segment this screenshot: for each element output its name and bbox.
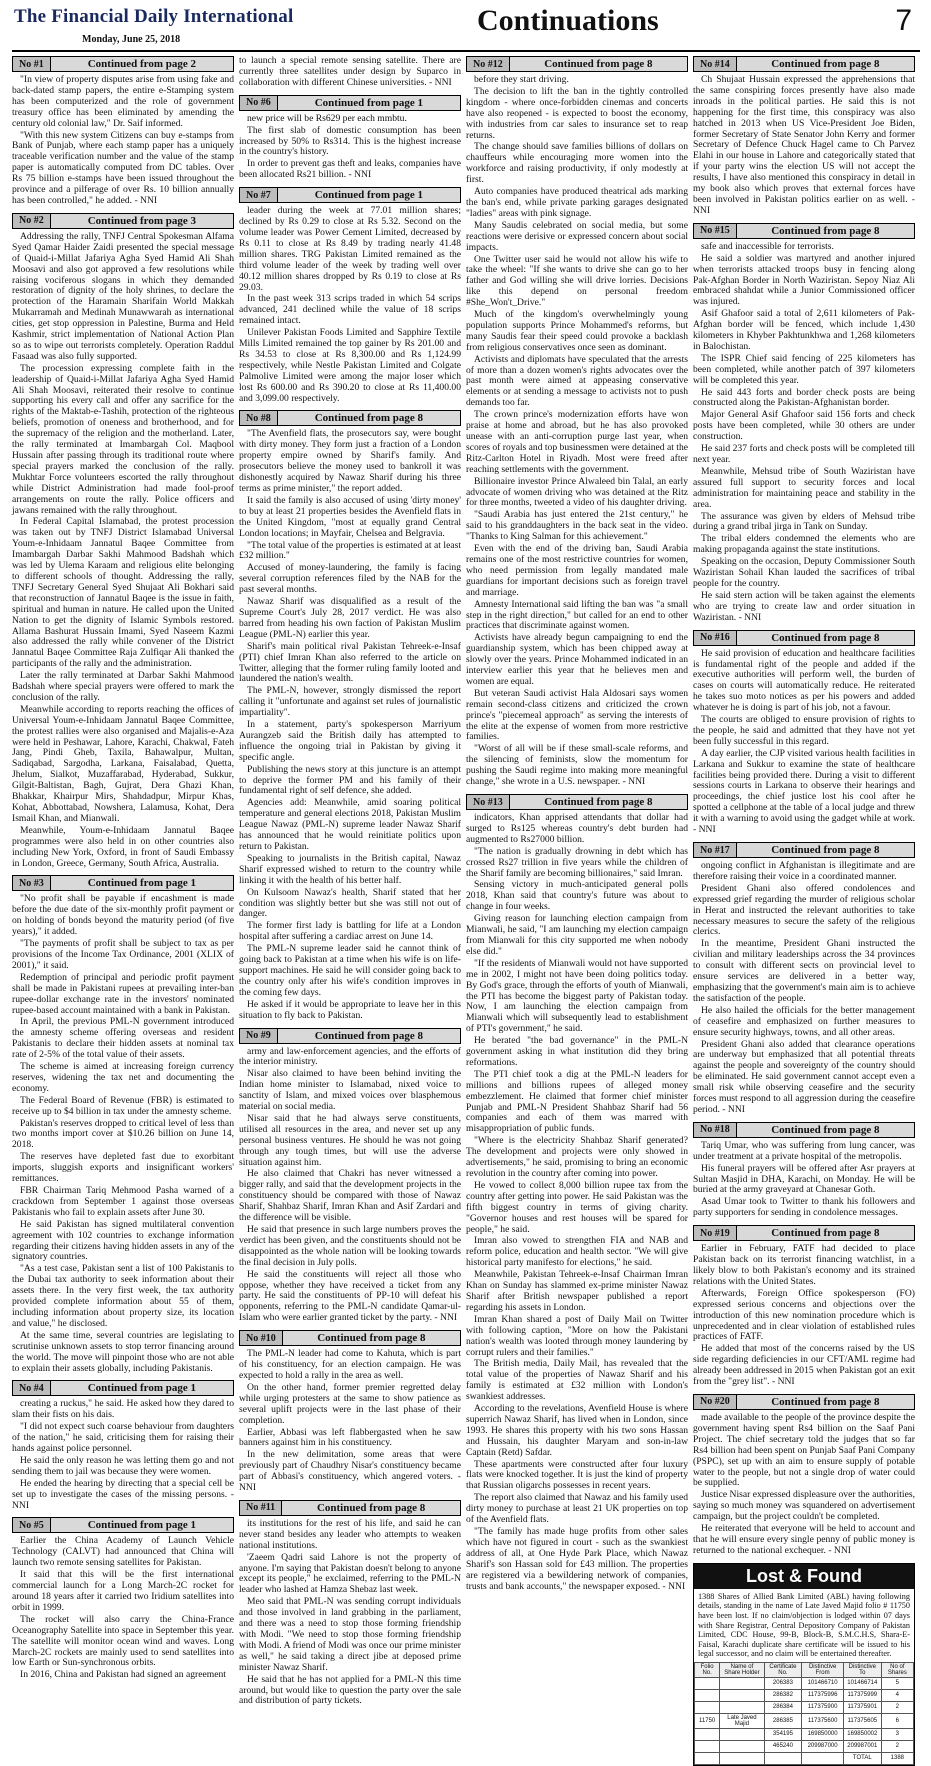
article-paragraph: It said that this will be the first international commercial launch for a Long March-2C rocket for around 18 years after it carried two Iridium satellites into orbit in 1999. — [12, 1569, 234, 1613]
table-header-cell: Certificate No. — [764, 1662, 802, 1677]
article-paragraph: He said 237 forts and check posts will be completed till next year. — [693, 443, 915, 465]
article-header — [12, 1517, 234, 1533]
table-row — [695, 1677, 914, 1689]
article-paragraph: He vowed to collect 8,000 billion rupee tax from the country after getting into power. He said Pakistan was the fifth biggest country in terms of giving charity. "Governor houses and rest houses will be spared for people," he said. — [466, 1179, 688, 1235]
article-paragraph: "Where is the electricity Shahbaz Sharif generated? The development and projects were only showed in advertisements," he said, promising to bring an economic revolution in the country after coming into power. — [466, 1135, 688, 1179]
article-paragraph: He said 443 forts and border check posts are being constructed along the Pakistan-Afghanistan border. — [693, 386, 915, 409]
continued-from-label: Continued from page 8 — [544, 58, 653, 70]
article — [239, 95, 461, 181]
article — [466, 56, 688, 788]
article-header — [693, 842, 915, 858]
article-paragraph: "The nation is gradually drowning in debt which has crossed Rs27 trillion in five years while the children of the Sharif family are becoming billionaires," said Imran. — [466, 845, 688, 879]
table-cell: 4 — [881, 1689, 913, 1701]
article-header — [693, 56, 915, 72]
article-paragraph: "The Avenfield flats, the prosecutors say, were bought with dirty money. They form just a fraction of a London property empire owned by Sharif's family. And prosecutors believe the money used to bankroll it was dishonestly acquired by Nawaz Sharif during his three terms as prime minister," the report added. — [239, 428, 461, 494]
article-paragraph: Publishing the news story at this juncture is an attempt to deprive the former PM and his family of their fundamental right of self defence, she added. — [239, 763, 461, 797]
article-paragraph: These apartments were constructed after four luxury flats were knocked together. It is just the kind of property that Russian oligarchs possesses in recent years. — [466, 1458, 688, 1492]
continued-from-label: Continued from page 1 — [314, 189, 423, 202]
article-paragraph: He said the only reason he was letting them go and not sending them to jail was because they were women. — [12, 1454, 234, 1477]
table-cell: 169850000 — [802, 1728, 844, 1740]
table-cell: 209987001 — [843, 1740, 881, 1752]
article-paragraph: "The family has made huge profits from other sales which have not figured in court - such as the swankiest address of all, at One Hyde Park Place, which Nawaz Sharif's son Hassan sold for £43 million. The properties are registered via a bewildering network of companies, trusts and bank accounts," the newspaper exposed. - NNI — [466, 1526, 688, 1592]
article-number: No #8 — [240, 411, 278, 425]
article-header — [12, 56, 234, 72]
article — [12, 875, 234, 1374]
table-cell — [720, 1701, 764, 1713]
column-2 — [239, 55, 461, 1707]
article-paragraph: He said the constituents will reject all those who oppose, whether they have received a ticket from any party. He said the constituents of PP-10 will defeat his opponents, referring to the PML-N candidate Qamar-ul-Islam who were earlier granted ticket by the party. - NNI — [239, 1268, 461, 1324]
article-paragraph: Addressing the rally, TNFJ Central Spokesman Alfama Syed Qamar Haider Zaidi presented the special message of Quaid-i-Millat Jafariya Agha Syed Hamid Ali Shah Moosavi and also got approved a few resolutions while raising vociferous slogans in which they demanded restoration of dignity of the holy shrines, to declare the protection of the Haramain Sharifain World Makkah Mukarramah and Medinah Munawwarah as international cities, get stop oppression in Palestine, Burma and Held Kashmir, strict implementation of National Action Plan so as to wipe out terrorists completely. Operation Raddul Fasaad was also fully supported. — [12, 230, 234, 362]
article-number: No #20 — [694, 1395, 737, 1409]
table-cell — [764, 1752, 802, 1764]
article — [693, 842, 915, 1116]
article — [693, 1225, 915, 1388]
table-cell — [720, 1752, 764, 1764]
article-paragraph: Meanwhile, Mehsud tribe of South Waziristan have assured full support to security forces and local administration for maintaining peace and stability in the area. — [693, 465, 915, 510]
article-paragraph: leader during the week at 77.01 million shares; declined by Rs 0.29 to close at Rs 5.32. Second on the volume leader was Power Cement Limited, decreased by Rs 0.11 to close at Rs 8.49 by trading nearly 41.48 million shares. TRG Pakistan Limited remained as the third volume leader of the week by trading well over 40.12 million shares dropped by Rs 0.19 to close at Rs 29.03. — [239, 205, 461, 293]
article-number: No #3 — [13, 876, 51, 890]
column-4 — [693, 56, 915, 1762]
article-paragraph: He said that presence in such large numbers proves the verdict has been given, and the constituents should not be disappointed as the whole nation will be looking towards the final decision in July polls. — [239, 1224, 461, 1268]
continued-from-label: Continued from page 8 — [771, 631, 880, 644]
article-header — [693, 223, 915, 239]
column-1 — [12, 56, 234, 1681]
issue-date: Monday, June 25, 2018 — [82, 34, 181, 45]
article-paragraph: In the new delimitation, some areas that were previously part of Chaudhry Nisar's constituency became part of Abbasi's constituency, which angered voters. - NNI — [239, 1449, 461, 1494]
article-number: No #4 — [13, 1381, 51, 1395]
article-paragraph: Nisar said that he had always serve constituents, utilised all resources in the area, and never set up any personal business ventures. He should he was not going through any tough times, but will use the adverse situation against him. — [239, 1112, 461, 1168]
article-paragraph: He ended the hearing by directing that a special cell be set up to investigate the cases of the missing persons. - NNI — [12, 1477, 234, 1511]
table-cell: TOTAL — [843, 1752, 881, 1764]
article-paragraph: In 2016, China and Pakistan had signed an agreement — [20, 1669, 226, 1681]
article-paragraph: Billionaire investor Prince Alwaleed bin Talal, an early advocate of women driving who was detained at the Ritz for three months, tweeted a video of his daughter driving. — [466, 475, 688, 509]
article-paragraph: Meanwhile, Pakistan Tehreek-e-Insaf Chairman Imran Khan on Sunday has slammed ex-prime minister Nawaz Sharif after British newspaper published a report regarding his assets in London. — [466, 1269, 688, 1313]
article — [239, 56, 461, 89]
table-cell — [695, 1689, 720, 1701]
article-number: No #13 — [467, 795, 510, 809]
table-row — [695, 1740, 914, 1752]
article-paragraph: Much of the kingdom's overwhelmingly young population supports Prince Mohammed's reforms, but many Saudis fear their speed could provoke a backlash from religious conservatives once seen as dominant. — [466, 309, 688, 353]
article-paragraph: "I did not expect such coarse behaviour from daughters of the nation," he said, criticising them for raising their hands against police personnel. — [12, 1421, 234, 1455]
article-paragraph: Auto companies have produced theatrical ads marking the ban's end, while private parking garages designated "ladies" areas with pink signage. — [466, 186, 688, 219]
table-cell: 117375600 — [802, 1713, 844, 1728]
table-cell: 465240 — [764, 1740, 802, 1752]
article-number: No #18 — [694, 1123, 737, 1137]
article-header — [693, 1225, 915, 1241]
article-header — [693, 1394, 915, 1410]
article-number: No #16 — [694, 631, 737, 645]
masthead — [12, 4, 920, 52]
article-paragraph: Activists have already begun campaigning to end the guardianship system, which has been chipped away at slowly over the years. Prince Mohammed indicated in an interview earlier this year that he believes men and women are equal. — [466, 632, 688, 687]
article-paragraph: Nawaz Sharif was disqualified as a result of the Supreme Court's July 28, 2017 verdict. He was also barred from heading his own faction of Pakistan Muslim League (PML-N) earlier this year. — [239, 596, 461, 640]
article-header — [239, 187, 461, 203]
article-paragraph: "The payments of profit shall be subject to tax as per provisions of the Income Tax Ordinance, 2001 (XLIX of 2001)," it said. — [12, 938, 234, 971]
article-paragraph: to launch a special remote sensing satellite. There are currently three satellites under design by Suparco in collaboration with different Chinese universities. - NNI — [239, 55, 461, 88]
article-paragraph: In April, the previous PML-N government introduced the amnesty scheme offering overseas and resident Pakistanis to declare their hidden assets at nominal tax rate of 2-5% of the total value of their assets. — [12, 1016, 234, 1061]
article-paragraph: Earlier in February, FATF had decided to place Pakistan back on its terrorist financing watchlist, in a likely blow to both Pakistan's economy and its strained relations with the United States. — [693, 1243, 915, 1287]
continued-from-label: Continued from page 8 — [771, 844, 880, 856]
article-paragraph: "If the residents of Mianwali would not have supported me in 2002, I might not have been doing politics today. By God's grace, through the efforts of youth of Mianwali, the PTI has become the biggest party of Pakistan today. Now, I am launching the election campaign from Mianwali which will subsequently lead to establishment of PTI's government," he said. — [466, 957, 688, 1035]
article-paragraph: Unilever Pakistan Foods Limited and Sapphire Textile Mills Limited remained the top gainer by Rs 201.00 and Rs 34.53 to close at Rs 8,300.00 and Rs 1,124.99 respectively, while Nestle Pakistan Limited and Colgate Palmolive Limited were among the major loser which lost Rs 600.00 and Rs 390.20 to close at Rs 11,400.00 and 3,099.00 respectively. — [239, 327, 461, 404]
table-cell: 286385 — [764, 1713, 802, 1728]
article-paragraph: "As a test case, Pakistan sent a list of 100 Pakistanis to the Dubai tax authority to seek information about their assets there. In the very first week, the tax authority provided complete information about 55 of them, including information about property size, its location and value," he disclosed. — [12, 1263, 234, 1329]
table-cell: 101466710 — [802, 1677, 844, 1689]
article-paragraph: Nisar also claimed to have been behind inviting the Indian home minister to Islamabad, nixed voice to sanctity of Islam, and mixed voices over blasphemous material on social media. — [239, 1068, 461, 1113]
article-paragraph: Earlier, Abbasi was left flabbergasted when he saw banners against him in his constituency. — [239, 1426, 461, 1449]
article-number: No #1 — [13, 57, 51, 71]
article-paragraph: He said a soldier was martyred and another injured when terrorists attacked troops busy in fencing along Pak-Afghan Border in North Waziristan. Sepoy Niaz Ali embraced shahdat while a Junior Commissioned officer was injured. — [693, 252, 915, 308]
lost-found-text: 1388 Shares of Allied Bank Limited (ABL) having following details, standing in the name of Late Javed Majid folio # 11750 have been lost. If no claim/objection is lodged within 07 days with Share Registrar, Central Depository Company of Pakistan Limited, CDC House, 99-B, Block-B, S.M.C.H.S, Shara-E-Faisal, Karachi duplicate share certificate will be issued to his legal successor, and no claim will be entertained thereafter. — [698, 1591, 910, 1659]
article-paragraph: made available to the people of the province despite the government having spent Rs4 billion on the Saaf Pani Project. The chief secretary told the judges that so far Rs4 billion had been spent on Punjab Saaf Pani Company (PSPC), set up with an aim to ensure supply of potable water to the people, but not a single drop of water could be supplied. — [693, 1411, 915, 1489]
continued-from-label: Continued from page 2 — [87, 58, 196, 70]
article — [12, 1380, 234, 1511]
article-header — [239, 410, 461, 426]
article — [239, 1500, 461, 1707]
article-header — [239, 1028, 461, 1044]
article-paragraph: "No profit shall be payable if encashment is made before the due date of the six-monthly profit payment or on holding of bonds beyond the maturity period (of five years)," it added. — [12, 893, 234, 938]
article-paragraph: The British media, Daily Mail, has revealed that the total value of the properties of Nawaz Sharif and his family is estimated at £32 million with London's swankiest addresses. — [466, 1358, 688, 1403]
table-row — [695, 1713, 914, 1728]
article-paragraph: At the same time, several countries are legislating to scrutinise unknown assets to stop terror financing around the world. The move will pinpoint those who are not able to explain their assets globally, including Pakistanis. — [12, 1329, 234, 1374]
article — [466, 794, 688, 1592]
article-number: No #19 — [694, 1226, 737, 1240]
article-paragraph: According to the revelations, Avenfield House is where superrich Nawaz Sharif, has lived when in London, since 1993. He shares this property with his two sons Hassan and Hussain, his daughter Maryam and son-in-law Captain (Retd) Safdar. — [466, 1403, 688, 1458]
continued-from-label: Continued from page 8 — [771, 1395, 880, 1408]
article-paragraph: He also hailed the officials for the better management of ceasefire and emphasized on further measures to ensure security highways, towns, and all other areas. — [693, 1004, 915, 1038]
article-paragraph: before they start driving. — [474, 74, 569, 85]
article-paragraph: Sharif's main political rival Pakistan Tehreek-e-Insaf (PTI) chief Imran Khan also referred to the article on Twitter, alleging that the former ruling family looted and laundered the nation's wealth. — [239, 640, 461, 685]
article — [12, 56, 234, 207]
table-cell: 1388 — [881, 1752, 913, 1764]
continued-from-label: Continued from page 1 — [87, 877, 196, 890]
table-cell: 11750 — [695, 1713, 720, 1728]
article-paragraph: Sensing victory in much-anticipated general polls 2018, Khan said that country's future was about to change in four weeks. — [466, 879, 688, 913]
article-paragraph: "The total value of the properties is estimated at at least £32 million." — [239, 539, 461, 562]
article-paragraph: The courts are obliged to ensure provision of rights to the people, he said and admitted that they have not yet been fully successful in this regard. — [693, 714, 915, 747]
article-paragraph: In the meantime, President Ghani instructed the civilian and military leaderships across the 34 provinces to consult with different sects on provincial level to ensure services are delivered in a better way, emphasizing that the government's main aim is to achieve the satisfaction of the people. — [693, 938, 915, 1004]
table-header-cell: Folio No. — [695, 1662, 720, 1677]
article-number: No #12 — [467, 57, 510, 71]
article-paragraph: Giving reason for launching election campaign from Mianwali, he said, "I am launching my election campaign from Mianwali for this city supported me when nobody else did." — [466, 913, 688, 957]
article-paragraph: Agencies add: Meanwhile, amid soaring political temperature and general elections 2018, Pakistan Muslim League Nawaz (PML-N) supreme leader Nawaz Sharif has announced that he would reinitiate politics upon return to Pakistan. — [239, 797, 461, 852]
article-paragraph: "Worst of all will be if these small-scale reforms, and the silencing of feminists, slow the momentum for pushing the Saudi regime into making more meaningful change," she wrote in a U.S. newspaper. - NNI — [466, 743, 688, 788]
article-paragraph: Asif Ghafoor said a total of 2,611 kilometers of Pak-Afghan border will be fenced, which include 1,430 kilometers in Khyber Pakhtunkhwa and 1,268 kilometers in Balochistan. — [693, 308, 915, 352]
article-paragraph: Imran Khan shared a post of Daily Mail on Twitter with following caption, "More on how the Pakistani nation's wealth was looted through money laundering by corrupt rulers and their families." — [466, 1313, 688, 1358]
article-paragraph: Speaking on the occasion, Deputy Commissioner South Waziristan Sohail Khan lauded the sacrifices of tribal people for the country. — [693, 556, 915, 589]
table-cell — [720, 1728, 764, 1740]
article-paragraph: "With this new system Citizens can buy e-stamps from Bank of Punjab, where each stamp paper has a uniquely traceable verification number and the value of the stamp paper is automatically computed from DC tables. Over Rs 75 billion e-stamps have been issued throughout the province and a pilferage of over Rs. 10 billion annually has been controlled," he added. - NNI — [12, 129, 234, 206]
article-paragraph: its institutions for the rest of his life, and said he can never stand besides any leader who attempts to weaken national institutions. — [239, 1517, 461, 1551]
article-paragraph: Accused of money-laundering, the family is facing several corruption references filed by the NAB for the past several months. — [239, 562, 461, 596]
article-paragraph: army and law-enforcement agencies, and the efforts of the interior ministry. — [239, 1045, 461, 1068]
article-paragraph: The PML-N, however, strongly dismissed the report calling it "unfortunate and against set rules of journalistic impartiality". — [239, 685, 461, 719]
article — [693, 630, 915, 836]
article-paragraph: Even with the end of the driving ban, Saudi Arabia remains one of the most restrictive countries for women, who need permission from legally mandated male guardians for important decisions such as foreign travel and marriage. — [466, 543, 688, 598]
article-paragraph: In Federal Capital Islamabad, the protest procession was taken out by TNFJ District Islamabad Universal Youm-e-Inhidaam Jannatul Baqee Committee from Imambargah Darbar Sakhi Mahmood Badshah which was led by Ulema Karaam and religious elite belonging to different schools of thought. Addressing the rally, TNFJ Secretary General Syed Shujaat Ali Bokhari said that reconstruction of Jannatul Baqee is the issue in faith, spiritual and human in nature. He called upon the United Nation to get the dignity of Islamic Symbols restored. Allama Bashurat Hussain Imami, Syed Naseem Kazmi also addressed the rally while convener of the District Jannatul Baqee Committee Raja Zulfiqar Ali thanked the participants of the rally and the administration. — [12, 516, 234, 670]
share-certificate-table — [694, 1662, 914, 1765]
table-header-cell: No of Shares — [881, 1662, 913, 1677]
article-paragraph: He asked if it would be appropriate to leave her in this situation to fly back to Pakistan. — [239, 998, 461, 1021]
paper-name: The Financial Daily International — [14, 6, 294, 27]
table-cell: 209987000 — [802, 1740, 844, 1752]
table-cell: 2 — [881, 1740, 913, 1752]
table-cell — [695, 1701, 720, 1713]
article-paragraph: The ISPR Chief said fencing of 225 kilometers has been completed, while another patch of 397 kilometers will be completed this year. — [693, 352, 915, 386]
article-paragraph: The former first lady is battling for life at a London hospital after suffering a cardiac arrest on June 14. — [239, 920, 461, 943]
article-paragraph: He added that most of the concerns raised by the US side regarding deficiencies in our CFT/AML regime had already been addressed in 2015 when Pakistan got an exit from the "grey list". - NNI — [693, 1343, 915, 1388]
article-header — [693, 1122, 915, 1138]
article-paragraph: The crown prince's modernization efforts have won praise at home and abroad, but he has also provoked unease with an anti-corruption purge last year, when scores of royals and top businessmen were detained at the Ritz-Carlton Hotel in Riyadh. Most were freed after reaching settlements with the government. — [466, 409, 688, 475]
article — [693, 223, 915, 624]
article-paragraph: He reiterated that everyone will be held to account and that he will ensure every single penny of public money is returned to the national exchequer. - NNI — [693, 1523, 915, 1556]
continued-from-label: Continued from page 8 — [771, 1227, 880, 1240]
article-header — [466, 56, 688, 72]
article-paragraph: Speaking to journalists in the British capital, Nawaz Sharif expressed wished to return to the country while linking it with the health of his better half. — [239, 852, 461, 886]
table-cell: 117375996 — [802, 1689, 844, 1701]
article-paragraph: President Ghani also offered condolences and expressed grief regarding the murder of religious scholar in Herat and instructed the relevant authorities to take necessary measures to secure the safety of the religious clerics. — [693, 882, 915, 938]
article-paragraph: The procession expressing complete faith in the leadership of Quaid-i-Millat Jafariya Agha Syed Hamid Ali Shah Moosavi, reiterated their resolve to continue supporting his every call and offer any sacrifice for the rights of the Maktab-e-Tashih, protection of the righteous beliefs, promotion of oneness and brotherhood, and for the supremacy of the religion and the motherland. Later, the rally terminated at Imambargah Col. Maqbool Hussain after passing through its traditional route where special prayers marked the conclusion of the rally. Mukhtar Force volunteers escorted the rally throughout while District Administration had made fool-proof arrangements on route the rally. Police officers and jawans remained with the rally throughout. — [12, 362, 234, 516]
table-cell — [720, 1689, 764, 1701]
article-paragraph: The first slab of domestic consumption has been increased by 50% to Rs314. This is the highest increase in the country's history. — [239, 124, 461, 158]
continued-from-label: Continued from page 8 — [771, 58, 880, 70]
article-paragraph: Asad Umar took to Twitter to thank his followers and party supporters for sending in condolence messages. — [693, 1196, 915, 1219]
table-header-cell: Distinctive To — [843, 1662, 881, 1677]
continued-from-label: Continued from page 1 — [87, 1382, 196, 1395]
table-cell: 3 — [881, 1728, 913, 1740]
article-header — [12, 213, 234, 229]
continued-from-label: Continued from page 8 — [316, 1501, 426, 1514]
table-header-cell: Name of Share Holder — [720, 1662, 764, 1677]
article-paragraph: He said provision of education and healthcare facilities is fundamental right of the people and added if the executive authorities will perform well, the burden of cases on courts will automatically reduce. He reiterated he takes suo moto notices as per his powers and added whatever he is doing is part of his job, not a favour. — [693, 647, 915, 714]
article-header — [239, 1330, 461, 1346]
article — [693, 56, 915, 217]
table-cell: 169850002 — [843, 1728, 881, 1740]
article-paragraph: The tribal elders condemned the elements who are making propaganda against the state institutions. — [693, 533, 915, 556]
article — [12, 1517, 234, 1681]
table-cell: 5 — [881, 1677, 913, 1689]
article-paragraph: The PML-N leader had come to Kahuta, which is part of his constituency, for an election campaign. He was expected to hold a rally in the area as well. — [239, 1348, 461, 1381]
article — [693, 1394, 915, 1557]
section-title: Continuations — [477, 4, 659, 37]
article-paragraph: In order to prevent gas theft and leaks, companies have been allocated Rs21 billion. - NNI — [239, 158, 461, 181]
article-paragraph: The change should save families billions of dollars on chauffeurs while encouraging more women into the workforce and raising productivity, if only modestly at first. — [466, 141, 688, 186]
article-paragraph: The report also claimed that Nawaz and his family used dirty money to purchase at least 21 UK properties on top of the Avenfield flats. — [466, 1492, 688, 1526]
article-paragraph: Many Saudis celebrated on social media, but some reactions were derisive or expressed concern about social impacts. — [466, 219, 688, 253]
article-paragraph: The scheme is aimed at increasing foreign currency reserves, widening the tax net and documenting the economy. — [12, 1061, 234, 1094]
article-paragraph: Major General Asif Ghafoor said 156 forts and check posts have been completed, while 30 others are under construction. — [693, 409, 915, 443]
article-paragraph: Activists and diplomats have speculated that the arrests of more than a dozen women's rights advocates over the past month were aimed at appeasing conservative elements or at sending a message to activists not to push demands too far. — [466, 353, 688, 409]
continued-from-label: Continued from page 8 — [544, 796, 653, 808]
article-paragraph: On the other hand, former premier regretted delay while urging protesters at the same to show patience as several uplift projects were in the last phase of their completion. — [239, 1381, 461, 1426]
table-cell: 117375999 — [843, 1689, 881, 1701]
article-paragraph: "In view of property disputes arise from using fake and back-dated stamp papers, the entire e-Stamping system has been computerized and the role of government treasury office has been eliminated by amending the century old colonial law," Dr. Saif informed. — [12, 74, 234, 129]
article-paragraph: He said stern action will be taken against the elements who are trying to create law and order situation in Waziristan. - NNI — [693, 589, 915, 623]
article-number: No #5 — [13, 1518, 51, 1532]
table-cell: 6 — [881, 1713, 913, 1728]
article-paragraph: He said Pakistan has signed multilateral convention agreement with 102 countries to exchange information regarding their citizens having hidden assets in any of the signatory countries. — [12, 1218, 234, 1263]
article-paragraph: His funeral prayers will be offered after Asr prayers at Sultan Masjid in DHA, Karachi, on Monday. He will be buried at the army graveyard at Chanesar Goth. — [693, 1162, 915, 1196]
article-paragraph: Pakistan's reserves dropped to critical level of less than two months import cover at $10.26 billion on June 14, 2018. — [12, 1117, 234, 1151]
article-paragraph: new price will be Rs629 per each mmbtu. — [247, 112, 407, 124]
article — [239, 410, 461, 1021]
article-paragraph: Tariq Umar, who was suffering from lung cancer, was under treatment at a private hospital of the metropolis. — [693, 1139, 915, 1162]
article-paragraph: ongoing conflict in Afghanistan is illegitimate and are therefore raising their voice in a coordinated manner. — [693, 860, 915, 882]
article-paragraph: The reserves have depleted fast due to exorbitant imports, sluggish exports and insignificant workers' remittances. — [12, 1151, 234, 1185]
article-paragraph: In a statement, party's spokesperson Marriyum Aurangzeb said the British daily has attempted to influence the ongoing trial in Pakistan by giving it specific angle. — [239, 719, 461, 763]
article-paragraph: The Federal Board of Revenue (FBR) is estimated to receive up to $4 billion in tax under the amnesty scheme. — [12, 1094, 234, 1117]
table-cell — [695, 1740, 720, 1752]
table-row — [695, 1728, 914, 1740]
article-paragraph: On Kulsoom Nawaz's health, Sharif stated that her condition was slightly better but she was still not out of danger. — [239, 886, 461, 920]
article-paragraph: "Saudi Arabia has just entered the 21st century," he said to his granddaughters in the back seat in the video. "Thanks to King Salman for this achievement." — [466, 509, 688, 543]
article-header — [239, 1500, 461, 1516]
table-row — [695, 1701, 914, 1713]
page-number: 7 — [895, 4, 912, 37]
table-cell: 117375900 — [802, 1701, 844, 1713]
article-paragraph: Amnesty International said lifting the ban was "a small step in the right direction," but called for an end to other practices that discriminate against women. — [466, 598, 688, 632]
article-header — [693, 630, 915, 646]
article-paragraph: 'Zaeem Qadri said Lahore is not the property of anyone. I'm saying that Pakistan doesn't belong to anyone except its people," he exclaimed, referring to the PML-N leader who lashed at Hamza Shebaz last week. — [239, 1551, 461, 1596]
article-paragraph: The rocket will also carry the China-France Oceanography Satellite into space in September this year. The satellite will monitor ocean wind and waves. Long March-2C rockets are mainly used to send satellites into low Earth or Sun-synchronous orbits. — [12, 1613, 234, 1669]
article-header — [466, 794, 688, 810]
article-paragraph: Later the rally terminated at Darbar Sakhi Mahmood Badshah where special prayers were offered to mark the conclusion of the rally. — [12, 670, 234, 703]
table-header-cell: Distinctive From — [802, 1662, 844, 1677]
article-header — [12, 875, 234, 891]
continued-from-label: Continued from page 8 — [317, 1332, 426, 1345]
table-cell: Late Javed Majid — [720, 1713, 764, 1728]
article-number: No #14 — [694, 57, 737, 71]
lost-and-found-notice — [693, 1563, 915, 1766]
table-cell: 117375605 — [843, 1713, 881, 1728]
article-paragraph: He berated "the bad governance" in the PML-N government asking in what institution did they bring reformations. — [466, 1035, 688, 1068]
table-row — [695, 1752, 914, 1764]
table-cell — [720, 1740, 764, 1752]
article-number: No #7 — [240, 188, 278, 202]
continued-from-label: Continued from page 8 — [771, 224, 880, 237]
article — [239, 1330, 461, 1494]
continued-from-label: Continued from page 8 — [314, 412, 423, 425]
article-paragraph: Justice Nisar expressed displeasure over the authorities, saying so much money was squandered on advertisement campaign, but the project couldn't be completed. — [693, 1489, 915, 1523]
article-paragraph: Meanwhile according to reports reaching the offices of Universal Youm-e-Inhidaam Jannatul Baqee Committee, the protest rallies were also organised and Majalis-e-Aza were held in Peshawar, Lahore, Karachi, Chakwal, Fateh Jang, Pindi Gheb, Taxila, Bahawalpur, Multan, Sadiqabad, Sargodha, Larkana, Faisalabad, Quetta, Jhelum, Sialkot, Muzaffarabad, Hyderabad, Sukkur, Gilgit-Baltistan, Bagh, Gujrat, Dera Ghazi Khan, Bhakkar, Khairpur Mirs, Shahdadpur, Mirpur Khas, Kohat, Abbottabad, Nowshera, Lalamusa, Kohat, Dera Ismail Khan, and Mianwali. — [12, 703, 234, 824]
article-paragraph: But veteran Saudi activist Hala Aldosari says women remain second-class citizens and criticized the crown prince's "piecemeal approach" as serving the interests of the elite at the expense of women from more restrictive families. — [466, 687, 688, 743]
article-number: No #15 — [694, 224, 737, 238]
article-paragraph: FBR Chairman Tariq Mehmood Pasha warned of a crackdown from September 1 against those overseas Pakistanis who fail to explain assets after June 30. — [12, 1185, 234, 1218]
article-paragraph: Afterwards, Foreign Office spokesperson (FO) expressed serious concerns and objections over the introduction of this new nomination procedure which is unprecedented and in clear violation of established rules practices of FATF. — [693, 1287, 915, 1343]
article-paragraph: safe and inaccessible for terrorists. — [701, 240, 834, 252]
article-paragraph: He said that he has not applied for a PML-N this time around, but would like to question the party over the sale and distribution of party tickets. — [239, 1673, 461, 1707]
table-cell: 206383 — [764, 1677, 802, 1689]
column-3 — [466, 56, 688, 1592]
article-paragraph: The decision to lift the ban in the tightly controlled kingdom - where once-forbidden cinemas and concerts have also reopened - is expected to boost the economy, with industries from car sales to insurance set to reap returns. — [466, 85, 688, 141]
table-cell — [802, 1752, 844, 1764]
continued-from-label: Continued from page 8 — [771, 1123, 880, 1136]
table-cell: 101466714 — [843, 1677, 881, 1689]
article-number: No #17 — [694, 843, 737, 857]
article-header — [12, 1380, 234, 1396]
article-paragraph: A day earlier, the CJP visited various health facilities in Larkana and Sukkur to examine the state of healthcare facilities being provided there. During a visit to different sessions courts in Larkana to observe their hearings and proceedings, the chief justice lost his cool after he spotted a cellphone at the table of a local judge and threw it with a warning to avoid using the gadget while at work. - NNI — [693, 747, 915, 836]
article-paragraph: The PTI chief took a dig at the PML-N leaders for millions and billions rupees of alleged money embezzlement. He claimed that former chief minister Punjab and PML-N President Shahbaz Sharif had 56 companies and each of them was marred with misappropriation of public funds. — [466, 1068, 688, 1135]
table-cell — [695, 1677, 720, 1689]
table-row — [695, 1689, 914, 1701]
article-paragraph: creating a ruckus," he said. He asked how they dared to slam their fists on his dais. — [12, 1398, 234, 1421]
table-cell: 286384 — [764, 1701, 802, 1713]
table-cell: 117375901 — [843, 1701, 881, 1713]
article-paragraph: Meo said that PML-N was sending corrupt individuals and those involved in land grabbing in the parliament, and there was a need to stop those forming friendship with Modi. "We need to stop those forming friendship with Modi. A friend of Modi was once our prime minister as well," he said taking a direct jibe at deposed prime minister Nawaz Sharif. — [239, 1596, 461, 1673]
continued-from-label: Continued from page 1 — [314, 96, 423, 109]
article-number: No #2 — [13, 214, 51, 228]
table-cell — [720, 1677, 764, 1689]
article-number: No #11 — [240, 1501, 282, 1515]
article-paragraph: One Twitter user said he would not allow his wife to take the wheel: "If she wants to drive she can go to her father and God willing she will drive lorries. Decisions like this depend on personal freedom #She_Won't_Drive." — [466, 253, 688, 309]
article — [239, 187, 461, 404]
table-cell — [695, 1752, 720, 1764]
article-header — [239, 95, 461, 111]
continued-from-label: Continued from page 3 — [87, 214, 196, 227]
article-paragraph: He also claimed that Chakri has never witnessed a bigger rally, and said that the development projects in the constituency should be compared with those of Nawaz Sharif, Shahbaz Sharif, Imran Khan and Asif Zardari and the difference will be visible. — [239, 1168, 461, 1224]
article-paragraph: In the past week 313 scrips traded in which 54 scrips advanced, 241 declined while the value of 18 scrips remained intact. — [239, 293, 461, 327]
table-cell: 2 — [881, 1701, 913, 1713]
article-paragraph: Redemption of principal and periodic profit payment shall be made in Pakistani rupees at prevailing inter-ban rupee-dollar exchange rate in the investors' nominated rupee-based account maintained with a bank in Pakistan. — [12, 971, 234, 1016]
article-paragraph: Meanwhile, Youm-e-Inhidaam Jannatul Baqee programmes were also held in on other countries also including New York, Oxford, in front of Saudi Embassy in London, Greece, Germany, South Africa, Australia. — [12, 824, 234, 869]
article-number: No #9 — [240, 1029, 278, 1043]
article-paragraph: Ch Shujaat Hussain expressed the apprehensions that the same conspiring forces presently have also made inroads in the political parties. He said this is not happening for the first time, this conspiracy was also hatched in 2013 when US Vice-President Joe Biden, former Secretary of State Senator John Kerry and former Secretary of Defence Chuck Hagel came to Ch Parvez Elahi in our house in Lahore and categorically stated that if your party wins the election US will not accept the results, I have also mentioned this conspiracy in detail in my book also which proves that external forces have been involved in Pakistan politics earlier on as well. - NNI — [693, 74, 915, 216]
article-number: No #6 — [240, 96, 278, 110]
article-paragraph: The PML-N supreme leader said he cannot think of going back to Pakistan at a time when his wife is on life-support machines. He said he will consider going back to the country only after his wife's condition improves in the coming few days. — [239, 943, 461, 998]
article-paragraph: The assurance was given by elders of Mehsud tribe during a grand tribal jirga in Tank on Sunday. — [693, 510, 915, 533]
article-paragraph: indicators, Khan apprised attendants that dollar had surged to Rs125 whereas country's debt burden had augmented to Rs27000 billion. — [466, 812, 688, 845]
lost-found-title: Lost & Found — [694, 1564, 914, 1589]
article — [693, 1122, 915, 1219]
article-paragraph: Earlier the China Academy of Launch Vehicle Technology (CALVT) had announced that China will launch two remote sensing satellites for Pakistan. — [12, 1535, 234, 1569]
article-paragraph: Imran also vowed to strengthen FIA and NAB and reform police, education and health sector. "We will give historical party manifesto for elections," he said. — [466, 1235, 688, 1269]
article-paragraph: It said the family is also accused of using 'dirty money' to buy at least 21 properties besides the Avenfield flats in the United Kingdom, "most at equally grand Central London locations; in Mayfair, Chelsea and Belgravia. — [239, 494, 461, 539]
continued-from-label: Continued from page 8 — [314, 1029, 423, 1042]
article-paragraph: President Ghani also added that clearance operations are underway but emphasized that all potential threats against the people and sovereignty of the country should be eliminated. He said government cannot accept even a small risk while observing ceasefire and the security forces must respond to all aggression during the ceasefire period. - NNI — [693, 1038, 915, 1115]
article — [12, 213, 234, 870]
article — [239, 1028, 461, 1325]
table-cell: 286382 — [764, 1689, 802, 1701]
article-number: No #10 — [240, 1331, 283, 1345]
table-cell: 354195 — [764, 1728, 802, 1740]
table-cell — [695, 1728, 720, 1740]
continued-from-label: Continued from page 1 — [87, 1519, 196, 1532]
